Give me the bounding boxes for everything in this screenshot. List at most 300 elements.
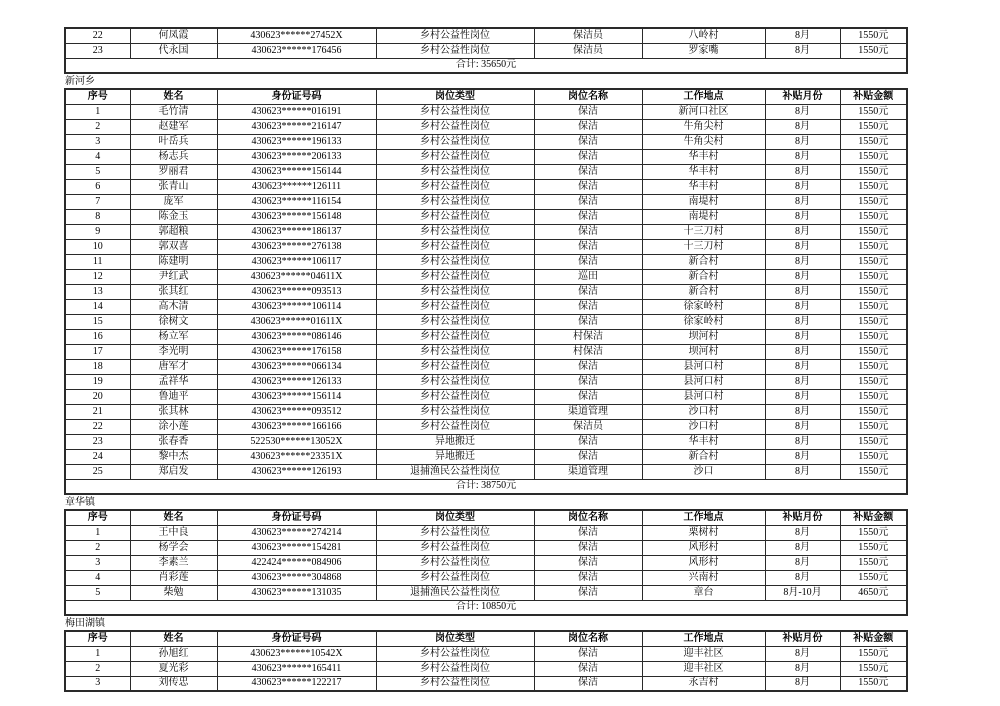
- cell-id-card-number: 430623******106117: [217, 254, 376, 269]
- table-row: [65, 540, 907, 555]
- cell-id-card-number: 430623******23351X: [217, 449, 376, 464]
- cell-name: 肖彩莲: [130, 570, 217, 585]
- table-row: [65, 254, 907, 269]
- cell-post-name: 保洁: [534, 239, 642, 254]
- cell-name: 刘传忠: [130, 676, 217, 691]
- cell-id-card-number: 430623******131035: [217, 585, 376, 600]
- total-row: [65, 58, 907, 73]
- table-row: [65, 585, 907, 600]
- cell-post-name: 巡田: [534, 269, 642, 284]
- cell-name: 庞军: [130, 194, 217, 209]
- cell-subsidy-amount: 1550元: [840, 43, 907, 58]
- cell-subsidy-amount: 1550元: [840, 224, 907, 239]
- cell-name: 柴勉: [130, 585, 217, 600]
- cell-post-type: 乡村公益性岗位: [376, 540, 534, 555]
- subsidy-tables-root: [64, 27, 1000, 692]
- cell-id-card-number: 422424******084906: [217, 555, 376, 570]
- column-header-id-card-number: 身份证号码: [217, 510, 376, 525]
- cell-post-type: 乡村公益性岗位: [376, 314, 534, 329]
- cell-subsidy-month: 8月: [765, 299, 840, 314]
- cell-subsidy-amount: 1550元: [840, 646, 907, 661]
- cell-work-location: 牛角尖村: [642, 134, 765, 149]
- cell-subsidy-month: 8月: [765, 359, 840, 374]
- cell-post-type: 乡村公益性岗位: [376, 676, 534, 691]
- cell-serial-number: 6: [65, 179, 130, 194]
- cell-id-card-number: 430623******156148: [217, 209, 376, 224]
- table-row: [65, 43, 907, 58]
- table-row: [65, 570, 907, 585]
- cell-post-type: 乡村公益性岗位: [376, 419, 534, 434]
- cell-work-location: 华丰村: [642, 164, 765, 179]
- cell-subsidy-amount: 1550元: [840, 419, 907, 434]
- cell-serial-number: 19: [65, 374, 130, 389]
- table-row: [65, 374, 907, 389]
- cell-id-card-number: 430623******304868: [217, 570, 376, 585]
- total-cell: 合计: 10850元: [65, 600, 907, 615]
- table-row: [65, 284, 907, 299]
- cell-subsidy-month: 8月: [765, 209, 840, 224]
- column-header-name: 姓名: [130, 631, 217, 646]
- cell-post-type: 乡村公益性岗位: [376, 43, 534, 58]
- table-row: [65, 434, 907, 449]
- cell-subsidy-amount: 1550元: [840, 404, 907, 419]
- cell-post-name: 保洁: [534, 119, 642, 134]
- cell-serial-number: 23: [65, 43, 130, 58]
- cell-name: 何凤霞: [130, 28, 217, 43]
- cell-id-card-number: 430623******126133: [217, 374, 376, 389]
- cell-name: 鲁迪平: [130, 389, 217, 404]
- cell-post-type: 乡村公益性岗位: [376, 194, 534, 209]
- cell-post-name: 保洁: [534, 676, 642, 691]
- cell-subsidy-month: 8月: [765, 344, 840, 359]
- cell-post-name: 保洁: [534, 646, 642, 661]
- cell-subsidy-month: 8月: [765, 646, 840, 661]
- cell-serial-number: 20: [65, 389, 130, 404]
- table-row: [65, 359, 907, 374]
- column-header-post-name: 岗位名称: [534, 510, 642, 525]
- cell-post-type: 乡村公益性岗位: [376, 329, 534, 344]
- cell-subsidy-month: 8月: [765, 404, 840, 419]
- cell-serial-number: 22: [65, 28, 130, 43]
- column-header-subsidy-amount: 补贴金额: [840, 510, 907, 525]
- table-row: [65, 676, 907, 691]
- cell-subsidy-amount: 1550元: [840, 359, 907, 374]
- cell-serial-number: 2: [65, 540, 130, 555]
- cell-serial-number: 3: [65, 134, 130, 149]
- cell-subsidy-amount: 1550元: [840, 570, 907, 585]
- cell-serial-number: 7: [65, 194, 130, 209]
- cell-post-type: 乡村公益性岗位: [376, 104, 534, 119]
- cell-subsidy-month: 8月: [765, 374, 840, 389]
- cell-post-name: 保洁: [534, 104, 642, 119]
- cell-serial-number: 23: [65, 434, 130, 449]
- cell-post-type: 乡村公益性岗位: [376, 284, 534, 299]
- cell-name: 尹红武: [130, 269, 217, 284]
- cell-subsidy-month: 8月: [765, 194, 840, 209]
- cell-post-name: 渠道管理: [534, 404, 642, 419]
- cell-serial-number: 13: [65, 284, 130, 299]
- cell-post-type: 乡村公益性岗位: [376, 224, 534, 239]
- column-header-subsidy-month: 补贴月份: [765, 631, 840, 646]
- column-header-id-card-number: 身份证号码: [217, 631, 376, 646]
- cell-subsidy-month: 8月: [765, 570, 840, 585]
- cell-id-card-number: 430623******066134: [217, 359, 376, 374]
- cell-serial-number: 15: [65, 314, 130, 329]
- table-row: [65, 224, 907, 239]
- cell-name: 杨学会: [130, 540, 217, 555]
- cell-id-card-number: 430623******093512: [217, 404, 376, 419]
- cell-post-type: 乡村公益性岗位: [376, 179, 534, 194]
- cell-post-type: 乡村公益性岗位: [376, 254, 534, 269]
- cell-id-card-number: 430623******126111: [217, 179, 376, 194]
- section-label: 梅田湖镇: [65, 618, 105, 629]
- column-header-subsidy-amount: 补贴金额: [840, 631, 907, 646]
- cell-post-name: 保洁: [534, 555, 642, 570]
- cell-name: 郭超粮: [130, 224, 217, 239]
- cell-name: 张其红: [130, 284, 217, 299]
- cell-work-location: 栗树村: [642, 525, 765, 540]
- cell-work-location: 风形村: [642, 540, 765, 555]
- cell-serial-number: 10: [65, 239, 130, 254]
- table-row: [65, 119, 907, 134]
- cell-post-type: 乡村公益性岗位: [376, 374, 534, 389]
- cell-subsidy-month: 8月: [765, 179, 840, 194]
- cell-post-name: 保洁: [534, 284, 642, 299]
- cell-subsidy-amount: 1550元: [840, 134, 907, 149]
- table-row: [65, 329, 907, 344]
- cell-work-location: 华丰村: [642, 434, 765, 449]
- cell-name: 赵建军: [130, 119, 217, 134]
- cell-subsidy-month: 8月: [765, 269, 840, 284]
- cell-id-card-number: 430623******216147: [217, 119, 376, 134]
- cell-post-type: 乡村公益性岗位: [376, 28, 534, 43]
- cell-id-card-number: 430623******154281: [217, 540, 376, 555]
- cell-work-location: 永吉村: [642, 676, 765, 691]
- cell-subsidy-amount: 1550元: [840, 540, 907, 555]
- cell-subsidy-month: 8月: [765, 254, 840, 269]
- cell-id-card-number: 430623******276138: [217, 239, 376, 254]
- cell-subsidy-month: 8月-10月: [765, 585, 840, 600]
- cell-work-location: 兴南村: [642, 570, 765, 585]
- cell-work-location: 沙口村: [642, 404, 765, 419]
- cell-work-location: 坝河村: [642, 329, 765, 344]
- cell-post-type: 退捕渔民公益性岗位: [376, 464, 534, 479]
- cell-post-type: 异地搬迁: [376, 434, 534, 449]
- cell-post-name: 保洁: [534, 179, 642, 194]
- cell-serial-number: 16: [65, 329, 130, 344]
- cell-subsidy-month: 8月: [765, 540, 840, 555]
- cell-post-name: 保洁: [534, 299, 642, 314]
- cell-work-location: 十三刀村: [642, 224, 765, 239]
- cell-post-name: 保洁员: [534, 28, 642, 43]
- cell-name: 李光明: [130, 344, 217, 359]
- cell-subsidy-amount: 1550元: [840, 525, 907, 540]
- table-row: [65, 314, 907, 329]
- cell-subsidy-amount: 1550元: [840, 284, 907, 299]
- cell-subsidy-month: 8月: [765, 329, 840, 344]
- cell-subsidy-month: 8月: [765, 119, 840, 134]
- column-header-serial-number: 序号: [65, 510, 130, 525]
- cell-work-location: 迎丰社区: [642, 661, 765, 676]
- cell-post-name: 保洁: [534, 585, 642, 600]
- cell-serial-number: 5: [65, 585, 130, 600]
- cell-subsidy-amount: 1550元: [840, 434, 907, 449]
- cell-id-card-number: 430623******122217: [217, 676, 376, 691]
- cell-work-location: 迎丰社区: [642, 646, 765, 661]
- cell-id-card-number: 430623******166166: [217, 419, 376, 434]
- cell-post-type: 乡村公益性岗位: [376, 404, 534, 419]
- cell-serial-number: 25: [65, 464, 130, 479]
- cell-work-location: 罗家嘴: [642, 43, 765, 58]
- cell-work-location: 新合村: [642, 449, 765, 464]
- cell-serial-number: 9: [65, 224, 130, 239]
- cell-serial-number: 1: [65, 104, 130, 119]
- table-row: [65, 104, 907, 119]
- cell-serial-number: 22: [65, 419, 130, 434]
- cell-post-name: 保洁员: [534, 43, 642, 58]
- cell-work-location: 十三刀村: [642, 239, 765, 254]
- cell-post-name: 保洁: [534, 149, 642, 164]
- table-row: [65, 28, 907, 43]
- table-row: [65, 661, 907, 676]
- cell-work-location: 牛角尖村: [642, 119, 765, 134]
- cell-post-type: 乡村公益性岗位: [376, 239, 534, 254]
- cell-post-type: 乡村公益性岗位: [376, 525, 534, 540]
- cell-post-type: 乡村公益性岗位: [376, 570, 534, 585]
- cell-serial-number: 1: [65, 525, 130, 540]
- cell-serial-number: 11: [65, 254, 130, 269]
- cell-subsidy-month: 8月: [765, 419, 840, 434]
- column-header-id-card-number: 身份证号码: [217, 89, 376, 104]
- table-row: [65, 179, 907, 194]
- cell-subsidy-amount: 1550元: [840, 329, 907, 344]
- cell-work-location: 新合村: [642, 269, 765, 284]
- cell-post-type: 乡村公益性岗位: [376, 209, 534, 224]
- cell-post-type: 乡村公益性岗位: [376, 119, 534, 134]
- cell-subsidy-month: 8月: [765, 224, 840, 239]
- cell-post-name: 保洁: [534, 389, 642, 404]
- cell-subsidy-amount: 1550元: [840, 389, 907, 404]
- cell-name: 李素兰: [130, 555, 217, 570]
- total-row: [65, 600, 907, 615]
- cell-subsidy-month: 8月: [765, 43, 840, 58]
- column-header-work-location: 工作地点: [642, 631, 765, 646]
- cell-subsidy-month: 8月: [765, 555, 840, 570]
- cell-id-card-number: 430623******274214: [217, 525, 376, 540]
- cell-work-location: 新河口社区: [642, 104, 765, 119]
- cell-subsidy-month: 8月: [765, 661, 840, 676]
- cell-subsidy-amount: 1550元: [840, 164, 907, 179]
- cell-name: 夏光彩: [130, 661, 217, 676]
- cell-name: 陈建明: [130, 254, 217, 269]
- cell-name: 徐树文: [130, 314, 217, 329]
- cell-id-card-number: 430623******10542X: [217, 646, 376, 661]
- cell-subsidy-amount: 1550元: [840, 449, 907, 464]
- cell-post-name: 保洁: [534, 194, 642, 209]
- cell-work-location: 坝河村: [642, 344, 765, 359]
- cell-post-type: 乡村公益性岗位: [376, 359, 534, 374]
- cell-subsidy-month: 8月: [765, 314, 840, 329]
- cell-subsidy-amount: 1550元: [840, 464, 907, 479]
- table-row: [65, 646, 907, 661]
- cell-post-name: 保洁: [534, 134, 642, 149]
- cell-post-name: 保洁: [534, 209, 642, 224]
- cell-post-name: 村保洁: [534, 344, 642, 359]
- cell-id-card-number: 430623******093513: [217, 284, 376, 299]
- cell-subsidy-month: 8月: [765, 434, 840, 449]
- cell-serial-number: 12: [65, 269, 130, 284]
- cell-name: 唐军才: [130, 359, 217, 374]
- table-row: [65, 209, 907, 224]
- cell-name: 杨志兵: [130, 149, 217, 164]
- table-row: [65, 149, 907, 164]
- cell-name: 毛竹清: [130, 104, 217, 119]
- cell-subsidy-amount: 1550元: [840, 28, 907, 43]
- cell-subsidy-month: 8月: [765, 676, 840, 691]
- cell-subsidy-amount: 1550元: [840, 555, 907, 570]
- cell-name: 高木清: [130, 299, 217, 314]
- cell-post-name: 保洁: [534, 224, 642, 239]
- column-header-post-name: 岗位名称: [534, 89, 642, 104]
- cell-work-location: 风形村: [642, 555, 765, 570]
- table-row: [65, 299, 907, 314]
- cell-work-location: 县河口村: [642, 359, 765, 374]
- column-header-work-location: 工作地点: [642, 510, 765, 525]
- cell-serial-number: 2: [65, 119, 130, 134]
- cell-id-card-number: 430623******156114: [217, 389, 376, 404]
- cell-name: 郑启发: [130, 464, 217, 479]
- cell-serial-number: 4: [65, 149, 130, 164]
- cell-name: 陈金玉: [130, 209, 217, 224]
- table-row: [65, 344, 907, 359]
- cell-subsidy-month: 8月: [765, 134, 840, 149]
- cell-work-location: 新合村: [642, 284, 765, 299]
- cell-post-name: 保洁: [534, 314, 642, 329]
- cell-post-name: 保洁: [534, 540, 642, 555]
- cell-post-type: 乡村公益性岗位: [376, 661, 534, 676]
- cell-id-card-number: 430623******106114: [217, 299, 376, 314]
- cell-work-location: 南堤村: [642, 209, 765, 224]
- cell-id-card-number: 430623******116154: [217, 194, 376, 209]
- table-row: [65, 389, 907, 404]
- cell-subsidy-amount: 1550元: [840, 269, 907, 284]
- cell-subsidy-amount: 1550元: [840, 344, 907, 359]
- table-row: [65, 269, 907, 284]
- cell-post-type: 乡村公益性岗位: [376, 164, 534, 179]
- cell-serial-number: 5: [65, 164, 130, 179]
- cell-id-card-number: 430623******206133: [217, 149, 376, 164]
- cell-name: 王中良: [130, 525, 217, 540]
- cell-serial-number: 2: [65, 661, 130, 676]
- cell-name: 张春香: [130, 434, 217, 449]
- column-header-post-name: 岗位名称: [534, 631, 642, 646]
- cell-post-type: 乡村公益性岗位: [376, 134, 534, 149]
- cell-post-type: 退捕渔民公益性岗位: [376, 585, 534, 600]
- cell-serial-number: 3: [65, 676, 130, 691]
- cell-post-name: 保洁: [534, 434, 642, 449]
- cell-id-card-number: 430623******27452X: [217, 28, 376, 43]
- cell-id-card-number: 430623******016191: [217, 104, 376, 119]
- table-row: [65, 449, 907, 464]
- cell-id-card-number: 430623******186137: [217, 224, 376, 239]
- cell-subsidy-amount: 1550元: [840, 676, 907, 691]
- cell-post-type: 异地搬迁: [376, 449, 534, 464]
- cell-subsidy-amount: 1550元: [840, 104, 907, 119]
- cell-serial-number: 8: [65, 209, 130, 224]
- cell-id-card-number: 430623******165411: [217, 661, 376, 676]
- cell-post-type: 乡村公益性岗位: [376, 555, 534, 570]
- header-row: [65, 89, 907, 104]
- cell-post-type: 乡村公益性岗位: [376, 269, 534, 284]
- cell-post-name: 保洁: [534, 374, 642, 389]
- cell-id-card-number: 430623******086146: [217, 329, 376, 344]
- cell-name: 孙旭红: [130, 646, 217, 661]
- cell-name: 张其林: [130, 404, 217, 419]
- cell-post-type: 乡村公益性岗位: [376, 299, 534, 314]
- cell-subsidy-amount: 4650元: [840, 585, 907, 600]
- cell-serial-number: 3: [65, 555, 130, 570]
- cell-work-location: 徐家岭村: [642, 314, 765, 329]
- cell-post-name: 村保洁: [534, 329, 642, 344]
- cell-name: 代永国: [130, 43, 217, 58]
- cell-subsidy-amount: 1550元: [840, 314, 907, 329]
- cell-serial-number: 24: [65, 449, 130, 464]
- cell-name: 涂小莲: [130, 419, 217, 434]
- column-header-subsidy-amount: 补贴金额: [840, 89, 907, 104]
- column-header-serial-number: 序号: [65, 89, 130, 104]
- cell-work-location: 章台: [642, 585, 765, 600]
- cell-name: 杨立军: [130, 329, 217, 344]
- table-row: [65, 555, 907, 570]
- cell-name: 孟祥华: [130, 374, 217, 389]
- cell-serial-number: 14: [65, 299, 130, 314]
- cell-post-name: 渠道管理: [534, 464, 642, 479]
- cell-work-location: 华丰村: [642, 179, 765, 194]
- cell-post-type: 乡村公益性岗位: [376, 149, 534, 164]
- cell-work-location: 县河口村: [642, 389, 765, 404]
- cell-serial-number: 18: [65, 359, 130, 374]
- column-header-name: 姓名: [130, 510, 217, 525]
- cell-subsidy-amount: 1550元: [840, 119, 907, 134]
- subsidy-table: [64, 88, 908, 495]
- cell-name: 郭双喜: [130, 239, 217, 254]
- cell-subsidy-month: 8月: [765, 389, 840, 404]
- cell-serial-number: 17: [65, 344, 130, 359]
- cell-name: 叶岳兵: [130, 134, 217, 149]
- cell-id-card-number: 430623******196133: [217, 134, 376, 149]
- section-label: 章华镇: [65, 497, 95, 508]
- total-cell: 合计: 35650元: [65, 58, 907, 73]
- cell-post-name: 保洁: [534, 525, 642, 540]
- cell-serial-number: 1: [65, 646, 130, 661]
- table-row: [65, 239, 907, 254]
- cell-subsidy-amount: 1550元: [840, 239, 907, 254]
- cell-work-location: 八岭村: [642, 28, 765, 43]
- cell-subsidy-amount: 1550元: [840, 179, 907, 194]
- cell-subsidy-month: 8月: [765, 525, 840, 540]
- table-row: [65, 464, 907, 479]
- cell-id-card-number: 430623******156144: [217, 164, 376, 179]
- cell-subsidy-month: 8月: [765, 464, 840, 479]
- column-header-subsidy-month: 补贴月份: [765, 510, 840, 525]
- cell-post-name: 保洁员: [534, 419, 642, 434]
- column-header-work-location: 工作地点: [642, 89, 765, 104]
- cell-name: 张青山: [130, 179, 217, 194]
- cell-subsidy-month: 8月: [765, 149, 840, 164]
- column-header-name: 姓名: [130, 89, 217, 104]
- subsidy-table: [64, 509, 908, 616]
- cell-post-name: 保洁: [534, 254, 642, 269]
